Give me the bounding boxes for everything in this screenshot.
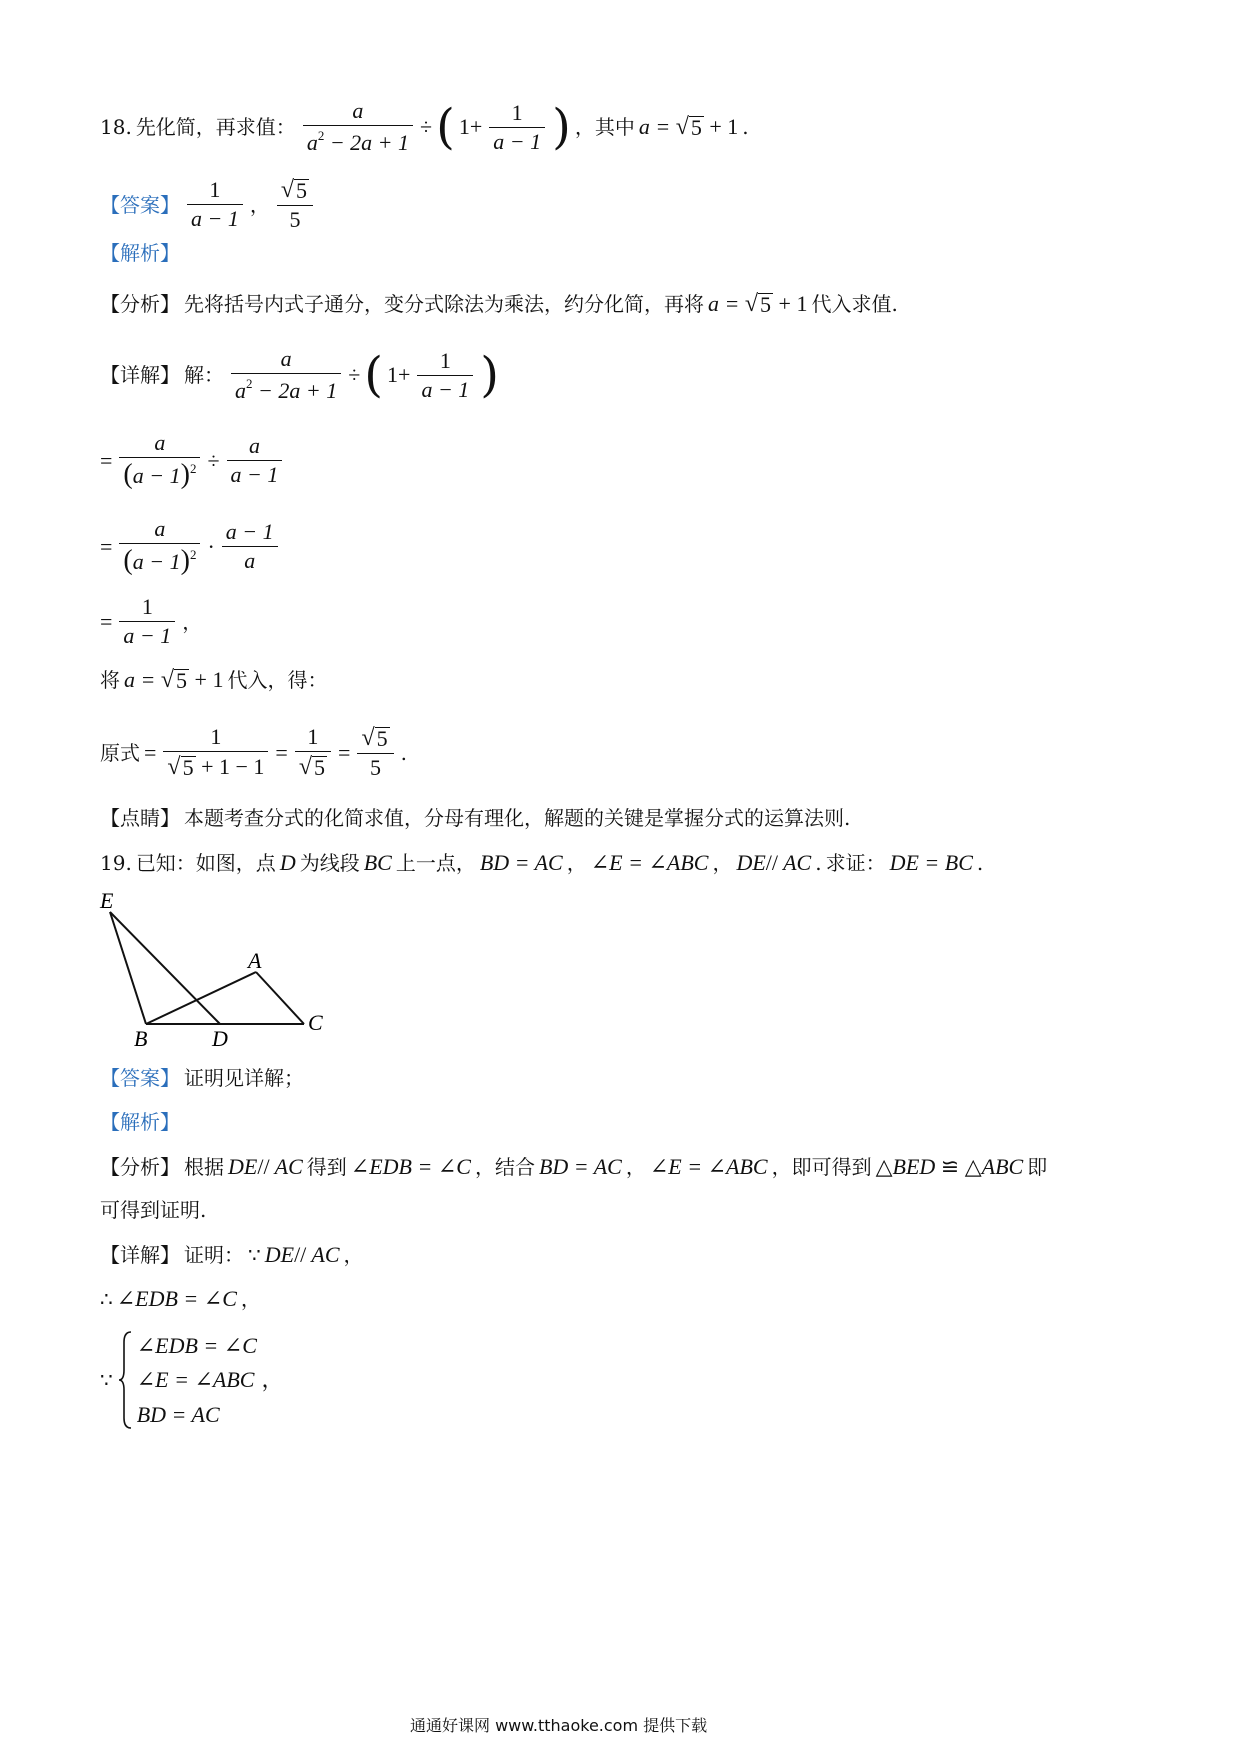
q18-fraction-inner: $\frac{1}{a - 1}$ bbox=[489, 102, 545, 153]
label-B: B bbox=[134, 1026, 148, 1051]
q19-number: 19. bbox=[100, 851, 132, 875]
q19-answer bbox=[100, 1068, 304, 1088]
q18-detail-tag: 【详解】 bbox=[100, 363, 180, 387]
q18-step-2: = $\frac{a}{(a - 1)^2}$ ÷ $\frac{a}{a - 1}$ bbox=[100, 432, 285, 489]
step3-fraction-1: $\frac{a}{(a - 1)^2}$ bbox=[119, 518, 200, 575]
segment-ED bbox=[110, 912, 220, 1024]
detail-fraction-2: $\frac{1}{a - 1}$ bbox=[417, 350, 473, 401]
q18-detail-line1: 【详解】 解： $\frac{a}{a^2 - 2a + 1}$ ÷ ( 1+ $\frac{1}{a - 1}$ ) bbox=[100, 346, 500, 403]
q19-t1: 已知：如图，点 bbox=[135, 851, 276, 875]
label-E: E bbox=[100, 888, 114, 913]
left-brace bbox=[117, 1330, 133, 1430]
q19-fenxi: 【分析】 根据 DE// AC 得到 ∠EDB = ∠C ，结合 BD = AC ， ∠E = ∠ABC ，即可得到 △BED ≌ △ABC 即 bbox=[100, 1154, 1048, 1179]
step3-fraction-2: $\frac{a - 1}{a}$ bbox=[222, 521, 278, 572]
q19-detail-system: ∵ ∠EDB = ∠C ∠E = ∠ABC ， BD = AC bbox=[100, 1330, 283, 1430]
q18-analysis-tag: 【解析】 bbox=[100, 241, 180, 265]
q18-step-3: = $\frac{a}{(a - 1)^2}$ · $\frac{a - 1}{a}$ bbox=[100, 518, 281, 575]
q18-sub-text-b: 代入，得： bbox=[227, 668, 328, 692]
q18-number: 18. bbox=[100, 115, 132, 139]
q18-sub-text-a: 将 bbox=[100, 668, 120, 692]
q19-detail-line2: ∴ ∠EDB = ∠C ， bbox=[100, 1286, 261, 1311]
segment-AC bbox=[256, 972, 304, 1024]
label-A: A bbox=[248, 948, 262, 973]
q18-fenxi-text-a: 先将括号内式子通分，变分式除法为乘法，约分化简，再将 bbox=[184, 292, 704, 316]
q19-detail-lead: 证明： bbox=[184, 1243, 244, 1267]
answer-sep: ， bbox=[249, 192, 270, 217]
q18-fenxi: 【分析】 先将括号内式子通分，变分式除法为乘法，约分化简，再将 a = √ 5 + 1 代入求值. bbox=[100, 291, 898, 317]
q19-fenxi-e: 即 bbox=[1027, 1155, 1048, 1179]
q18-orig-label: 原式 bbox=[100, 740, 140, 765]
result-fraction-2: 1 √ 5 bbox=[295, 726, 331, 779]
q19-analysis-tag: 【解析】 bbox=[100, 1110, 180, 1134]
q18-dianjing-tag: 【点睛】 bbox=[100, 806, 180, 830]
segment-EB bbox=[110, 912, 146, 1024]
because-symbol-2: ∵ bbox=[100, 1368, 113, 1392]
q19-t2: 为线段 bbox=[299, 851, 360, 875]
q18-answer bbox=[100, 178, 316, 231]
label-D: D bbox=[212, 1026, 228, 1051]
q18-dianjing bbox=[100, 808, 850, 828]
q18-detail-lead: 解： bbox=[184, 363, 224, 387]
q19-detail-line1: 【详解】 证明： ∵ DE// AC ， bbox=[100, 1242, 364, 1267]
q19-problem: 19. 已知：如图，点 D 为线段 BC 上一点， BD = AC ， ∠E = ∠ABC ， DE// AC . 求证： DE = BC . bbox=[100, 850, 984, 875]
result-fraction-3: √ 5 5 bbox=[357, 726, 393, 779]
q18-substitute: 将 a = √ 5 + 1 代入，得： bbox=[100, 667, 328, 693]
therefore-symbol: ∴ bbox=[100, 1287, 113, 1311]
step2-fraction-2: $\frac{a}{a - 1}$ bbox=[227, 435, 283, 486]
q19-fenxi-a: 根据 bbox=[184, 1155, 224, 1179]
step4-fraction: $\frac{1}{a - 1}$ bbox=[119, 596, 175, 647]
step2-fraction-1: $\frac{a}{(a - 1)^2}$ bbox=[119, 432, 200, 489]
answer-fraction-2: √ 5 5 bbox=[277, 178, 313, 231]
q19-fenxi-tag: 【分析】 bbox=[100, 1155, 180, 1179]
q18-fenxi-text-b: 代入求值. bbox=[811, 292, 898, 316]
q19-answer-tag: 【答案】 bbox=[100, 1066, 180, 1090]
q19-t3: 上一点， bbox=[395, 851, 476, 875]
q18-answer-tag: 【答案】 bbox=[100, 192, 180, 217]
result-fraction-1: 1 √ 5 + 1 − 1 bbox=[163, 726, 268, 779]
q19-answer-text: 证明见详解； bbox=[184, 1066, 304, 1090]
q19-fenxi-c: ，结合 bbox=[474, 1155, 535, 1179]
label-C: C bbox=[308, 1010, 323, 1035]
q18-fenxi-tag: 【分析】 bbox=[100, 292, 180, 316]
q19-t4: 求证： bbox=[825, 851, 886, 875]
q18-step-4: = $\frac{1}{a - 1}$ ， bbox=[100, 594, 203, 648]
q19-fenxi-b: 得到 bbox=[306, 1155, 347, 1179]
page-footer: 通通好课网 www.tthaoke.com 提供下载 bbox=[410, 1716, 708, 1735]
q19-fenxi-d: ，即可得到 bbox=[771, 1155, 872, 1179]
q18-fraction-main: $\frac{a}{a^2 - 2a + 1}$ bbox=[303, 100, 413, 154]
q19-figure bbox=[96, 886, 336, 1056]
detail-fraction-1: $\frac{a}{a^2 - 2a + 1}$ bbox=[231, 348, 341, 402]
answer-fraction-1: $\frac{1}{a - 1}$ bbox=[187, 179, 243, 230]
because-symbol: ∵ bbox=[248, 1243, 261, 1267]
q19-fenxi-f: 可得到证明. bbox=[100, 1198, 207, 1222]
segment-BA bbox=[146, 972, 256, 1024]
q18-prompt: 先化简，再求值： bbox=[135, 115, 296, 139]
q19-detail-tag: 【详解】 bbox=[100, 1243, 180, 1267]
q18-problem: 18. 先化简，再求值： $\frac{a}{a^2 - 2a + 1}$ ÷ ( 1+ $\frac{1}{a - 1}$ ) ，其中 a = √ 5 + 1 . bbox=[100, 98, 749, 155]
q18-where: ，其中 bbox=[574, 115, 635, 139]
q18-dianjing-text: 本题考查分式的化简求值，分母有理化，解题的关键是掌握分式的运算法则. bbox=[184, 806, 851, 830]
q18-result: 原式 = 1 √ 5 + 1 − 1 = 1 √ 5 = √ 5 5 . bbox=[100, 724, 407, 780]
